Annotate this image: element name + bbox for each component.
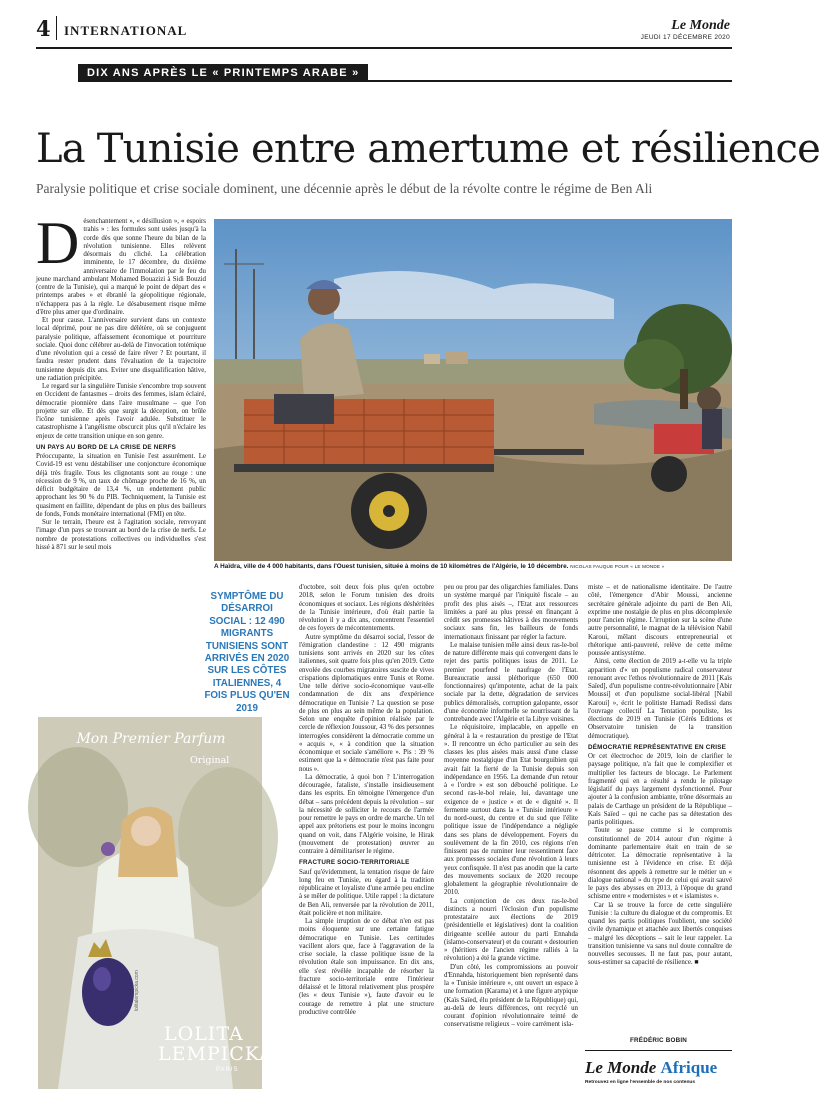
page-number: 4 [36,16,51,41]
article-column-3 [444,584,578,1089]
article-column-1 [36,210,206,713]
paragraph: Le réquisitoire, implacable, en appelle en général à la « restauration du prestige de l'Etat ». Il rencontre un écho particulier au sein des classes les plus aisées mais aussi d'une classe moyenne nostalgique d'un Etat bourguibien qui avait fait la fierté de la Tunisie depuis son indépendance en 1956. La demande d'un retour à « l'ordre » est son débouché politique. Le second ras-le-bol relaie, lui, davantage une exigence de « justice » et de « dignité ». Il fermente surtout dans la « Tunisie intérieure » du nord-ouest, du centre et du sud que l'élite politique issue de l'indépendance a négligée dans ses plans de développement. Foyers du soulèvement de la fin 2010, ces régions n'en finissent pas de ruminer leur ressentiment face aux promesses sociales d'une révolution à leurs yeux confisquée. Il n'est pas anodin que la carte des mouvements sociaux de 2020 recoupe globalement la géographie révolutionnaire de 2010. [444,724,578,897]
paragraph: La démocratie, à quoi bon ? L'interrogation découragée, fataliste, s'installe insidieusement dans les esprits. En témoigne l'émergence d'un débat – sans précédent depuis la révolution – sur la nécessité de solliciter le recours de l'armée pour remettre le pays en ordre de marche. Un tel appel aux prétoriens est pour le moins incongru quand on voit, dans l'Algérie voisine, le Hirak (mouvement de protestation) œuvrer au contraire à démilitariser le régime. [299,773,434,855]
paragraph: D'un côté, les compromissions au pouvoir d'Ennahda, historiquement bien représenté dans la « Tunisie intérieure », ont ouvert un espace à une formation (Karama) et à une figure atypique (Kaïs Saïed, élu président de la République) qui, au-delà de leurs différences, ont recyclé un courant d'opinion révolutionnaire teinté de conservatisme religieux – voire carrément isla- [444,963,578,1029]
header-rule [36,47,732,49]
paragraph: Sauf qu'évidemment, la tentation risque de faire long feu en Tunisie, eu égard à la tradition républicaine et loyaliste d'une armée peu encline à se mêler de politique. Utile rappel : la dictature de Ben Ali, renversée par la révolution de 2011, était policière et non militaire. [299,868,434,917]
article-column-2 [299,584,434,1089]
perfume-advertisement[interactable] [38,717,274,1089]
section-heading: FRACTURE SOCIO-TERRITORIALE [299,859,410,867]
dropcap: D [36,210,80,276]
paragraph: Sur le terrain, l'heure est à l'agitation sociale, renvoyant l'image d'un pays se trouvant au bord de la crise de nerfs. Le nombre de protestations collectives ou individuelles s'est hissé à 871 sur le seul mois [36,519,206,551]
paragraph: Le regard sur la singulière Tunisie s'encombre trop souvent en Occident de fantasmes – droits des femmes, islam éclairé, démocratie pionnière dans l'aire musulmane – que l'on projette sur elle. Et dès que surgit la déception, on brûle l'icône tunisienne après l'avoir adulée. Substituer le catastrophisme à l'angélisme obscurcit plus qu'il n'éclaire les enjeux de cette transition unique en son genre. [36,383,206,440]
ad-brand-line-2: LEMPICKA [158,1043,274,1065]
ad-script-title: Mon Premier Parfum [76,731,226,747]
header-separator [56,16,57,40]
paragraph: La simple irruption de ce débat n'en est pas moins éloquente sur une certaine fatigue démocratique en Tunisie. Les certitudes vacillent alors que, face à l'aggravation de la crise sociale, la classe politique issue de la révolution étale son impuissance. En dix ans, elle s'est révélée incapable de résorber la fracture socio-territoriale entre l'intérieur délaissé et le littoral relativement plus prospère (les « deux Tunisie »), faute d'avoir eu le courage de remettre à plat une structure productive contrôlée [299,918,434,1016]
paragraph: Ainsi, cette élection de 2019 a-t-elle vu la triple apparition d'« un populisme radical conservateur renouant avec l'ethos révolutionnaire de 2011 [Kaïs Saïed], d'un populisme contre-révolutionnaire [Abir Moussi] et d'un populisme social-libéral [Nabil Karoui] », écrit le politiste Hamadi Redissi dans l'ouvrage collectif La Tentation populiste, les élections de 2019 en Tunisie (Cérès Editions et Observatoire tunisien de la transition démocratique). [588,658,732,740]
kicker: DIX ANS APRÈS LE « PRINTEMPS ARABE » [78,64,368,82]
footer-tagline: Retrouvez en ligne l'ensemble de nos contenus [585,1080,696,1085]
ad-side-text: lolitalempicka.com [134,970,140,1011]
headline: La Tunisie entre amertume et résilience [36,126,820,172]
section-heading: DÉMOCRATIE REPRÉSENTATIVE EN CRISE [588,743,726,751]
paragraph: Toute se passe comme si le compromis constitutionnel de 2014 autour d'un régime à dominante parlementaire était en train de se détricoter. La démocratie représentative à la tunisienne est à l'évidence en crise. Et déjà résonnent des appels à remettre sur le métier un « dialogue national » du type de celui qui avait sauvé le pays des abysses en 2013, à l'époque du grand schisme entre « modernistes » et « islamistes ». [588,827,732,901]
caption-text: A Haïdra, ville de 4 000 habitants, dans l'Ouest tunisien, située à moins de 10 kilomètres de l'Algérie, le 10 décembre. [214,563,569,570]
paragraph: d'octobre, soit deux fois plus qu'en octobre 2018, selon le Forum tunisien des droits économiques et sociaux. Les régions déshéritées de la Tunisie intérieure, d'où était partie la révolution il y a dix ans, concentrent l'essentiel de ces foyers de mécontentements. [299,584,434,633]
ad-city: PARIS [216,1067,239,1073]
article-column-4 [588,584,732,1034]
section-name: INTERNATIONAL [64,23,188,38]
paragraph: Et pour cause. L'anniversaire survient dans un contexte local déprimé, pour ne pas dire délétère, où se conjuguent paralysie politique, affaissement économique et pourriture sociale. Quoi donc célébrer au-delà de l'invocation totémique d'une révolution qui a cessé de faire rêver ? Et pourtant, il faudra rester prudent dans l'évaluation de la trajectoire tunisienne depuis dix ans. Eviter une disqualification hâtive, une radiation précipitée. [36,317,206,382]
author-byline: FRÉDÉRIC BOBIN [630,1037,688,1044]
main-photo [214,219,732,561]
brand-logo: Le Monde [671,18,730,33]
footer-logo-main: Le Monde [585,1058,657,1077]
ad-variant: Original [190,755,230,766]
footer-logo-accent: Afrique [660,1058,718,1077]
lead-paragraph: ésenchantement », « désillusion », « espoirs trahis » : les formules sont usées jusqu'à la corde dès que sonne l'heure du bilan de la révolution tunisienne. Elles relèvent désormais du cliché. La célébration imminente, le 17 décembre, du dixième anniversaire de l'immolation par le feu du jeune marchand ambulant Mohamed Bouazizi à Sidi Bouzid (centre de la Tunisie), qui a marqué le point de départ des « printemps arabes » et ébranlé la géopolitique régionale, n'échappera pas à la règle. Le désabusement risque même d'être plus amer que d'ordinaire. [36,218,206,316]
paragraph: La conjonction de ces deux ras-le-bol distincts a nourri l'éclosion d'un populisme protestataire aux élections de 2019 (présidentielle et législatives) dont la coalition dirigeante scellée autour du parti Ennahda (islamo-conservateur) et du courant « destourien » (héritiers de l'ancien régime ralliés à la révolution) a été la grande victime. [444,897,578,963]
photo-credit: NICOLAS FAUQUE POUR « LE MONDE » [570,564,665,569]
footer-logo[interactable] [585,1058,717,1078]
section-heading: UN PAYS AU BORD DE LA CRISE DE NERFS [36,443,177,451]
photo-illustration [214,219,732,561]
paragraph: Car là se trouve la force de cette singulière Tunisie : la culture du dialogue et du compromis. Et quand les partis politiques l'oublient, une société civile dynamique et attachée aux libertés conquises – malgré les déceptions – sait le leur rappeler. La transition tunisienne va sans nul doute connaître de nouvelles secousses. Il ne faut pas, pour autant, sous-estimer sa capacité de résilience. ■ [588,901,732,967]
paragraph: Or cet électrochoc de 2019, loin de clarifier le paysage politique, n'a fait que le complexifier et multiplier les facteurs de blocage. Le Parlement fragmenté qui en a résulté a rendu le pilotage législatif du pays largement dysfonctionnel. Pour ajouter à la confusion ambiante, trône désormais au palais de Carthage un président de la République – Kaïs Saïed – qui ne cache pas sa détestation des partis politiques. [588,753,732,826]
subheadline: Paralysie politique et crise sociale dominent, une décennie après le début de la révolte contre le régime de Ben Ali [36,181,653,196]
footer-rule [585,1050,732,1051]
ad-brand-line-1: LOLITA [164,1023,244,1045]
issue-date: JEUDI 17 DÉCEMBRE 2020 [640,34,730,41]
photo-caption [214,563,732,570]
paragraph: Le malaise tunisien mêle ainsi deux ras-le-bol de nature différente mais qui convergent dans le rejet des partis politiques issus de 2011. Le premier pourfend le naufrage de l'Etat. Bureaucratie aussi pléthorique (650 000 fonctionnaires) qu'impotente, achat de la paix sociale par la dette, dégradation de services publics démoralisés, corruption galopante, essor d'une économie informelle se nourrissant de la contrebande avec l'Algérie et la Libye voisines. [444,641,578,723]
paragraph: Préoccupante, la situation en Tunisie l'est assurément. Le Covid-19 est venu déstabiliser une conjoncture économique déjà très fragile. Tous les clignotants sont au rouge : une récession de 9 %, un taux de chômage proche de 16 %, un déficit budgétaire de 13,4 %, un endettement public approchant les 90 % du PIB. Techniquement, la Tunisie est quasiment en faillite, dépendant de plus en plus des bailleurs de fonds, Fonds monétaire international (FMI) en tête. [36,453,206,518]
paragraph: Autre symptôme du désarroi social, l'essor de l'émigration clandestine : 12 490 migrants tunisiens sont arrivés en 2020 sur les côtes italiennes, soit quatre fois plus qu'en 2019. Cette envolée des courbes migratoires suscite de vives crispations diplomatiques entre Tunis et Rome. Une telle dérive socio-économique vaut-elle condamnation de dix ans d'expérience démocratique en Tunisie ? La question se pose de plus en plus au sein même de la population. Selon une enquête d'opinion réalisée par le cercle de réflexion Joussour, 43 % des personnes interrogées considèrent la démocratie comme un « acquis », « à condition que la situation économique et sociale s'améliore ». Pis : 39 % estiment que la « démocratie n'est pas faite pour nous ». [299,633,434,773]
paragraph: peu ou prou par des oligarchies familiales. Dans un système marqué par l'iniquité fiscale – au profit des plus aisés –, l'Etat aux ressources limitées a paré au plus pressé en finançant à crédit ses promesses hâtives à des mouvements sociaux sans fin, les bailleurs de fonds internationaux finissant par régler la facture. [444,584,578,641]
paragraph: miste – et de nationalisme identitaire. De l'autre côté, l'émergence d'Abir Moussi, ancienne secrétaire générale adjointe du parti de Ben Ali, exprime une nostalgie de plus en plus décomplexée pour l'ancien régime. L'irruption sur la scène d'une autre personnalité, le magnat de la télévision Nabil Karoui, mêlant discours entrepreneurial et rhétorique anti-pauvreté, relève de cette même poussée antisystème. [588,584,732,657]
pull-quote: SYMPTÔME DU DÉSARROI SOCIAL : 12 490 MIGRANTS TUNISIENS SONT ARRIVÉS EN 2020 SUR LES CÔTES ITALIENNES, 4 FOIS PLUS QU'EN 2019 [204,591,290,714]
